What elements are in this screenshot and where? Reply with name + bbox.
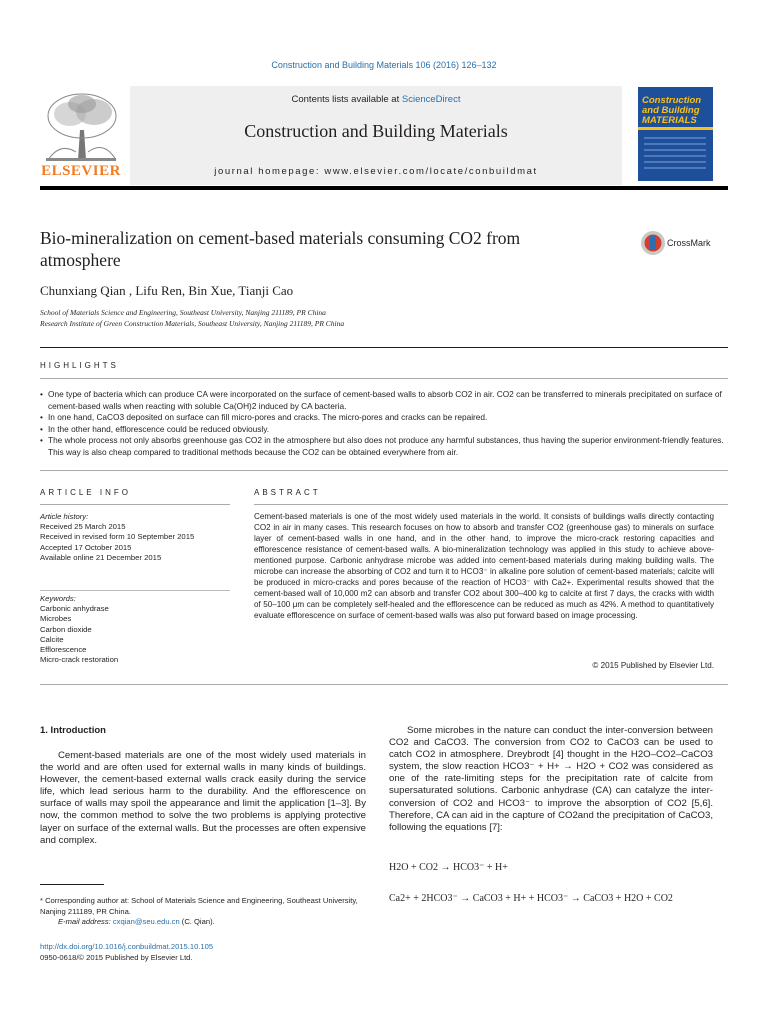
keyword-item: Carbon dioxide (40, 624, 92, 634)
keywords-block (40, 594, 230, 665)
affiliation-1: School of Materials Science and Engineering, Southeast University, Nanjing 211189, PR China (40, 308, 326, 317)
abstract-text: Cement-based materials is one of the most widely used materials in the world. It consists of buildings walls directly contacting CO2 in air in many cases. This research focuses on how to absorb and transfer CO2 (greenhouse gas) to minerals on surface layer of cement-based walls in one hand, and in the other hand, to improve the micro-crack restoring capacities and efflorescence resistance of cement-based walls. A bio-mineralization technology was applied in this study to achieve above-mentioned purpose. Carbonic anhydrase microbe was added into cement-based materials during making building walls. The microbe can increase the absorbing of CO2 and turn it to HCO3⁻ in alkaline pore solution of cement-based materials; calcite will be produced in micro-cracks and pores because of the reaction of HCO3⁻ with Ca2+. Experimental results showed that the cement-based wall of 10,000 m2 can absorb and transfer CO2 about 300–400 kg to calcite at first 7 days, the cracks with width of 50–100 μm can be completely self-healed and the efflorescence can be reduced as much as 42%. A method to quantitatively evaluate efflorescence on surface of cement-based walls was also put forward based on image processing. (254, 512, 714, 620)
history-online: Available online 21 December 2015 (40, 552, 162, 562)
section-title-introduction: 1. Introduction (40, 725, 106, 736)
highlight-item: • One type of bacteria which can produce CA were incorporated on the surface of cement-based walls to absorb CO2 in air. CO2 can be transferred to minerals precipitated on surface of cement-based walls when reacting with soluble Ca(OH)2 induced by CA bacteria. (40, 389, 730, 412)
crossmark-label[interactable]: CrossMark (667, 238, 711, 248)
keyword-item: Efflorescence (40, 645, 87, 655)
cover-stripe (638, 127, 713, 130)
highlights-rule (40, 378, 728, 379)
author-list: Chunxiang Qian , Lifu Ren, Bin Xue, Tianji Cao (40, 283, 294, 298)
corresponding-author-footnote (40, 896, 366, 928)
highlight-item: • In the other hand, efflorescence could be reduced obviously. (40, 424, 730, 436)
equation-1: H2O + CO2 → HCO3⁻ + H+ (389, 862, 508, 873)
keyword-item: Carbonic anhydrase (40, 604, 109, 614)
issn-line: 0950-0618/© 2015 Published by Elsevier Ltd. (40, 953, 193, 962)
highlights-bottom-rule (40, 470, 728, 471)
affiliation-2: Research Institute of Green Construction Materials, Southeast University, Nanjing 211189, PR China (40, 319, 345, 328)
keywords-label: Keywords: (40, 594, 76, 603)
intro-paragraph-left: Cement-based materials are one of the most widely used materials in the world and are often used for external walls in many kinds of buildings. However, the cement-based external walls crack easily during the service life, which lead serious harm to the durability. And the efflorescence on surface of walls may spoil the appearance and limit the application [1–3]. By now, the common method to solve the two problems is applying protective layer on surface of the external walls. But the processes are often expensive and complex. (40, 750, 366, 846)
history-accepted: Accepted 17 October 2015 (40, 542, 132, 552)
email-label: E-mail address: (58, 917, 113, 926)
journal-title: Construction and Building Materials (244, 121, 508, 141)
history-received: Received 25 March 2015 (40, 522, 126, 532)
abstract-copyright: © 2015 Published by Elsevier Ltd. (592, 661, 714, 670)
keyword-item: Micro-crack restoration (40, 655, 119, 665)
highlight-item: • In one hand, CaCO3 deposited on surface can fill micro-pores and cracks. The micro-pores and cracks can be repaired. (40, 412, 730, 424)
email-suffix: (C. Qian). (179, 917, 215, 926)
article-info-rule (40, 504, 230, 505)
elsevier-wordmark: ELSEVIER (41, 163, 121, 179)
highlight-item: • The whole process not only absorbs greenhouse gas CO2 in the atmosphere but also does not produce any harmful substances, thus having the superior environment-friendly features. This way is also cheap compared to traditional methods because the CO2 can be obtained everywhere from air. (40, 435, 730, 458)
keywords-divider (40, 590, 230, 591)
abstract-heading: ABSTRACT (254, 488, 321, 497)
email-link[interactable]: cxqian@seu.edu.cn (112, 917, 180, 926)
corresponding-address: * Corresponding author at: School of Materials Science and Engineering, Southeast University, Nanjing 211189, PR China. (40, 896, 358, 916)
highlights-top-rule (40, 347, 728, 348)
keyword-item: Calcite (40, 634, 64, 644)
journal-cover-image[interactable] (638, 87, 713, 181)
contents-prefix: Contents lists available at (291, 94, 402, 105)
cover-decoration (644, 137, 706, 173)
history-revised: Received in revised form 10 September 2015 (40, 532, 195, 542)
doi-link[interactable]: http://dx.doi.org/10.1016/j.conbuildmat.2015.10.105 (40, 942, 214, 951)
sciencedirect-link[interactable]: ScienceDirect (401, 94, 461, 105)
email-line (40, 917, 366, 928)
article-info-heading: ARTICLE INFO (40, 488, 131, 497)
cover-title: Construction and Building MATERIALS (642, 95, 702, 126)
keyword-item: Microbes (40, 614, 72, 624)
history-label: Article history: (40, 512, 89, 521)
article-history (40, 512, 230, 563)
footnote-rule (40, 884, 104, 885)
abstract-rule (254, 504, 728, 505)
journal-reference-link[interactable]: Construction and Building Materials 106 (2016) 126–132 (271, 60, 497, 70)
equation-2: Ca2+ + 2HCO3⁻ → CaCO3 + H+ + HCO3⁻ → CaCO3 + H2O + CO2 (389, 893, 673, 904)
contents-available-line (130, 94, 622, 105)
header-divider (40, 186, 728, 190)
intro-paragraph-right: Some microbes in the nature can conduct the inter-conversion between CO2 and CaCO3. The conversion from CO2 to CaCO3 can be used to catch CO2 in atmosphere. Dreybrodt [4] thought in the H2O–CO2–CaCO3 system, the slow reaction HCO3⁻ + H+ → H2O + CO2 was considered as one of the rate-limiting steps for the precipitation rate of calcite from supersaturated solutions. Carbonic anhydrase (CA) can catalyze the inter-conversion of CO2 and HCO3⁻ to improve the absorption of CO2 [5,6]. Therefore, CA can aid in the capture of CO2and the precipitation of CaCO3, following the equations [7]: (389, 725, 713, 833)
abstract-bottom-rule (40, 684, 728, 685)
highlights-list (40, 389, 730, 459)
highlights-heading: HIGHLIGHTS (40, 361, 119, 370)
journal-homepage[interactable]: journal homepage: www.elsevier.com/locate/conbuildmat (214, 166, 538, 177)
paper-title: Bio-mineralization on cement-based materials consuming CO2 from atmosphere (40, 228, 521, 270)
